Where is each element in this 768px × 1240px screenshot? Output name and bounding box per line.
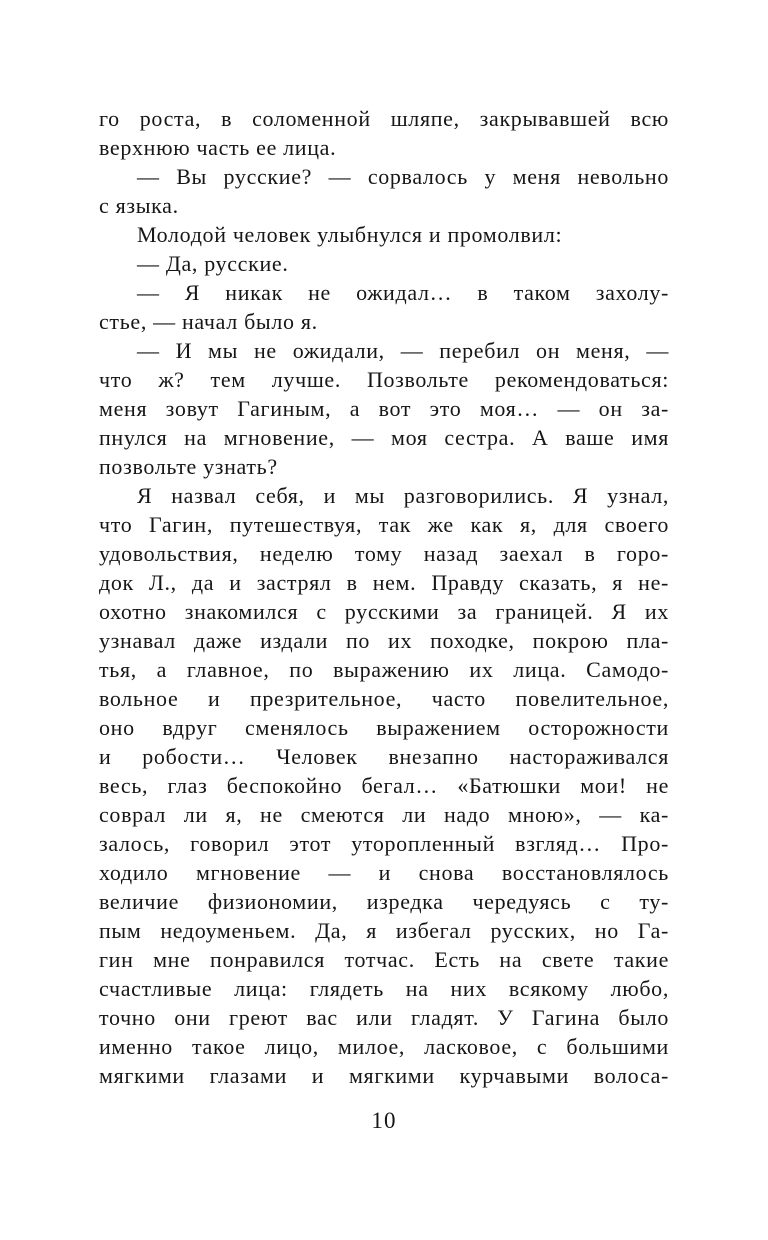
text-line: что Гагин, путешествуя, так же как я, для своего [99, 512, 669, 537]
text-block [99, 104, 669, 1090]
text-line: — Вы русские? — сорвалось у меня невольно [137, 164, 669, 189]
text-line: оно вдруг сменялось выражением осторожности [99, 715, 669, 740]
text-line: счастливые лица: глядеть на них всякому любо, [99, 976, 669, 1001]
page-number: 10 [371, 1108, 397, 1133]
text-line: го роста, в соломенной шляпе, закрывавшей всю [99, 106, 669, 131]
text-line: стье, — начал было я. [99, 309, 318, 334]
text-line: и робости… Человек внезапно настораживался [99, 744, 669, 769]
text-line: тья, а главное, по выражению их лица. Самодо- [99, 657, 669, 682]
text-line: Я назвал себя, и мы разговорились. Я узнал, [137, 483, 669, 508]
text-line: док Л., да и застрял в нем. Правду сказать, я не- [99, 570, 669, 595]
text-line: Молодой человек улыбнулся и промолвил: [137, 222, 563, 247]
text-line: — Я никак не ожидал… в таком захолу- [137, 280, 669, 305]
text-line: гин мне понравился тотчас. Есть на свете такие [99, 947, 669, 972]
text-line: мягкими глазами и мягкими курчавыми волоса- [99, 1063, 669, 1088]
text-line: — Да, русские. [137, 251, 289, 276]
text-line: удовольствия, неделю тому назад заехал в горо- [99, 541, 669, 566]
text-line: весь, глаз беспокойно бегал… «Батюшки мои! не [99, 773, 669, 798]
text-line: именно такое лицо, милое, ласковое, с большими [99, 1034, 669, 1059]
text-line: верхнюю часть ее лица. [99, 135, 337, 160]
text-line: залось, говорил этот уторопленный взгляд… Про- [99, 831, 669, 856]
text-line: что ж? тем лучше. Позвольте рекомендоваться: [99, 367, 669, 392]
text-line: соврал ли я, не смеются ли надо мною», — ка- [99, 802, 669, 827]
text-line: пнулся на мгновение, — моя сестра. А ваше имя [99, 425, 669, 450]
text-line: ходило мгновение — и снова восстановлялось [99, 860, 669, 885]
text-line: пым недоуменьем. Да, я избегал русских, но Га- [99, 918, 669, 943]
text-line: с языка. [99, 193, 179, 218]
text-line: величие физиономии, изредка чередуясь с ту- [99, 889, 669, 914]
text-line: точно они греют вас или гладят. У Гагина было [99, 1005, 669, 1030]
text-line: позвольте узнать? [99, 454, 278, 479]
text-line: — И мы не ожидали, — перебил он меня, — [137, 338, 669, 363]
text-line: меня зовут Гагиным, а вот это моя… — он за- [99, 396, 669, 421]
text-line: охотно знакомился с русскими за границей. Я их [99, 599, 669, 624]
text-line: вольное и презрительное, часто повелительное, [99, 686, 669, 711]
text-line: узнавал даже издали по их походке, покрою пла- [99, 628, 669, 653]
